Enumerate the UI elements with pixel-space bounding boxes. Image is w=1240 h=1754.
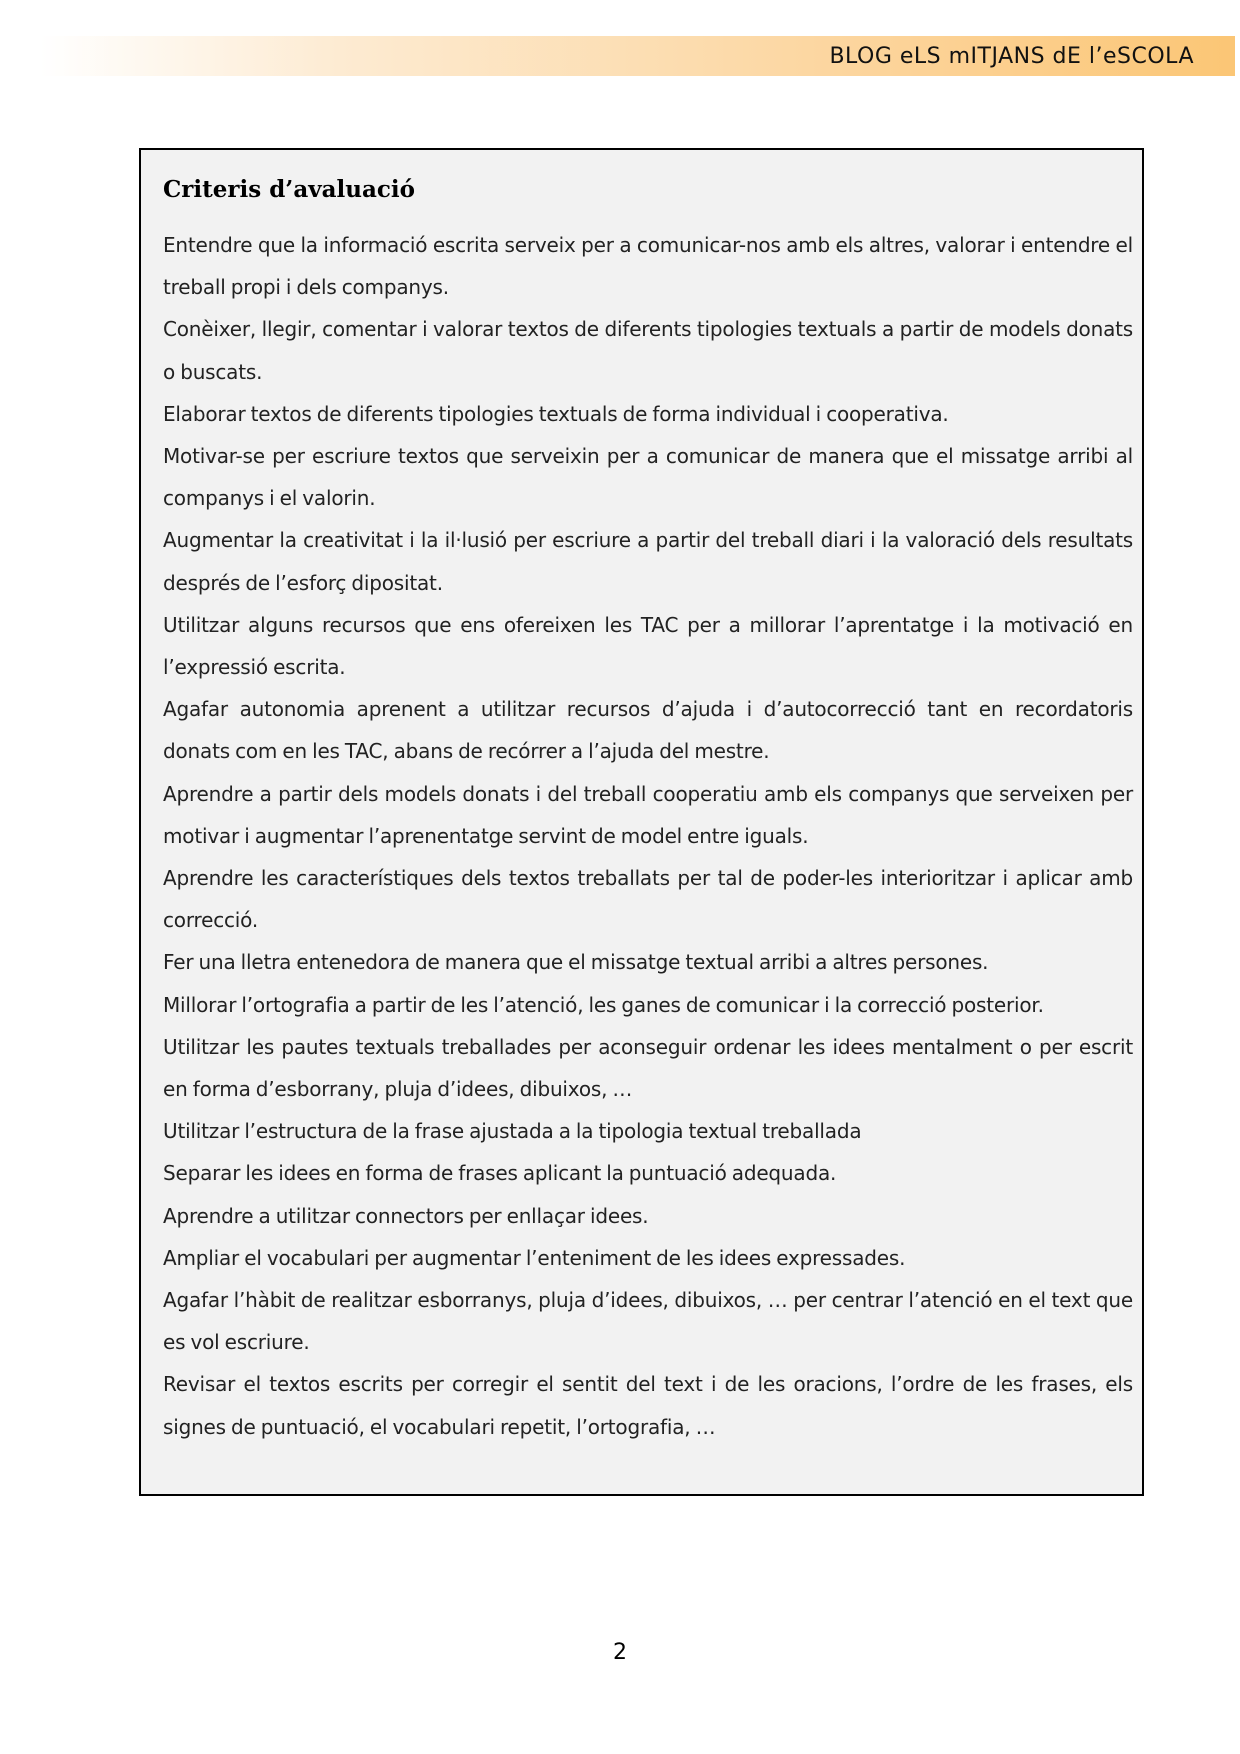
criterion-item: Agafar autonomia aprenent a utilitzar recursos d’ajuda i d’autocorrecció tant en recordatoris donats com en les TAC, abans de recórrer a l’ajuda del mestre. — [163, 697, 1133, 764]
criterion-item: Motivar-se per escriure textos que serveixin per a comunicar de manera que el missatge arribi al companys i el valorin. — [163, 444, 1133, 511]
criterion-item: Entendre que la informació escrita serveix per a comunicar-nos amb els altres, valorar i entendre el treball propi i dels companys. — [163, 233, 1133, 300]
criteria-title: Criteris d’avaluació — [163, 176, 415, 203]
criterion-item: Conèixer, llegir, comentar i valorar textos de diferents tipologies textuals a partir de models donats o buscats. — [163, 317, 1133, 384]
criterion-item: Fer una lletra entenedora de manera que el missatge textual arribi a altres persones. — [163, 950, 989, 975]
header-title: BLOG eLS mITJANS dE l’eSCOLA — [829, 44, 1194, 69]
criteria-box — [139, 148, 1144, 1496]
criterion-item: Millorar l’ortografia a partir de les l’atenció, les ganes de comunicar i la correcció posterior. — [163, 992, 1044, 1017]
criterion-item: Agafar l’hàbit de realitzar esborranys, pluja d’idees, dibuixos, … per centrar l’atenció en el text que es vol escriure. — [163, 1288, 1133, 1355]
page-number: 2 — [613, 1640, 627, 1665]
criteria-list — [163, 224, 1133, 1448]
criterion-item: Augmentar la creativitat i la il·lusió per escriure a partir del treball diari i la valoració dels resultats després de l’esforç dipositat. — [163, 528, 1133, 595]
criterion-item: Utilitzar l’estructura de la frase ajustada a la tipologia textual treballada — [163, 1119, 862, 1144]
criterion-item: Separar les idees en forma de frases aplicant la puntuació adequada. — [163, 1161, 837, 1186]
criterion-item: Aprendre les característiques dels textos treballats per tal de poder-les interioritzar i aplicar amb correcció. — [163, 866, 1133, 933]
criterion-item: Utilitzar les pautes textuals treballades per aconseguir ordenar les idees mentalment o per escrit en forma d’esborrany, pluja d’idees, dibuixos, … — [163, 1034, 1133, 1102]
criterion-item: Aprendre a utilitzar connectors per enllaçar idees. — [163, 1203, 649, 1228]
criterion-item: Aprendre a partir dels models donats i del treball cooperatiu amb els companys que serveixen per motivar i augmentar l’aprenentatge servint de model entre iguals. — [163, 781, 1133, 848]
criterion-item: Elaborar textos de diferents tipologies textuals de forma individual i cooperativa. — [163, 401, 949, 426]
criterion-item: Ampliar el vocabulari per augmentar l’enteniment de les idees expressades. — [163, 1245, 906, 1270]
criterion-item: Utilitzar alguns recursos que ens ofereixen les TAC per a millorar l’aprentatge i la motivació en l’expressió escrita. — [163, 612, 1133, 680]
criterion-item: Revisar el textos escrits per corregir el sentit del text i de les oracions, l’ordre de les frases, els signes de puntuació, el vocabulari repetit, l’ortografia, … — [163, 1372, 1133, 1439]
